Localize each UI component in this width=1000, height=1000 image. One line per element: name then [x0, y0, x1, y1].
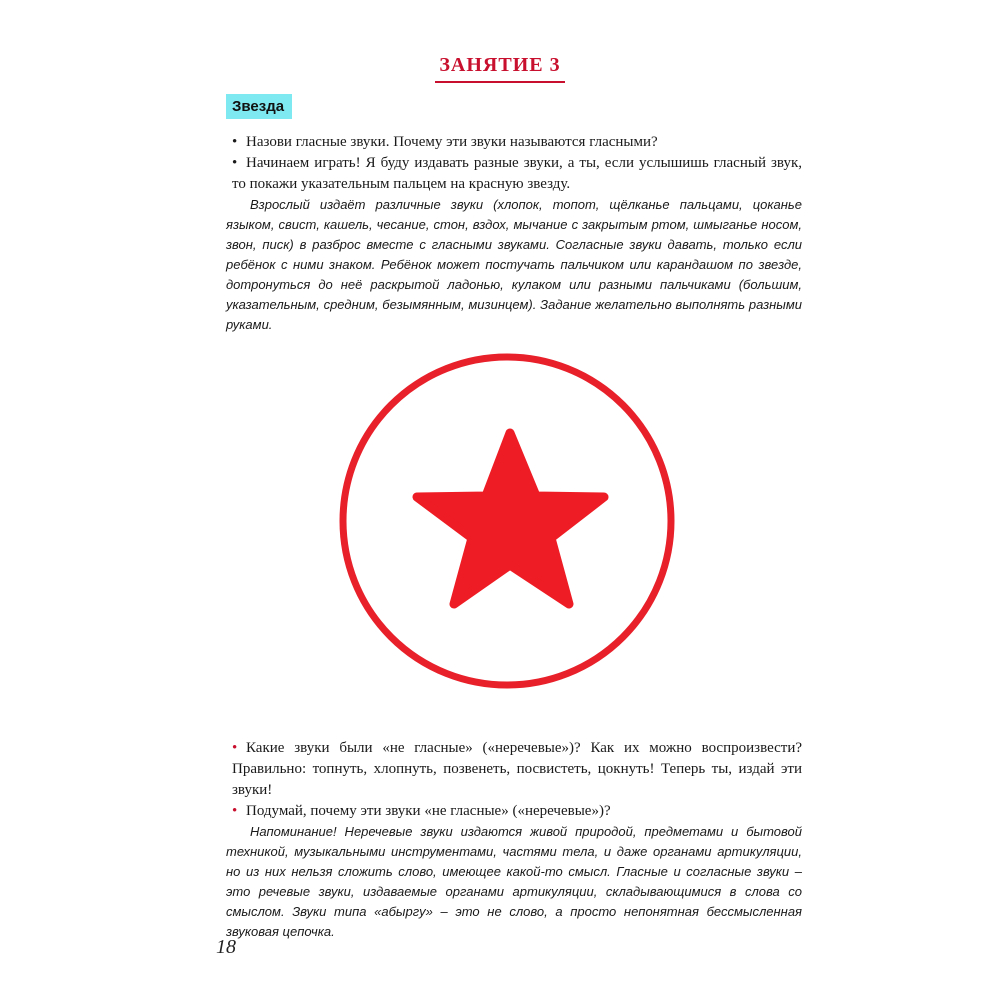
instruction-item — [226, 153, 802, 195]
instructions-bottom — [226, 738, 802, 942]
question-item — [226, 801, 802, 822]
question-item — [226, 738, 802, 801]
section-title-badge: Звезда — [226, 94, 292, 119]
bullet-marker: • — [232, 803, 238, 819]
instruction-text: Назови гласные звуки. Почему эти звуки называются гласными? — [246, 134, 658, 150]
instruction-item — [226, 132, 802, 153]
question-text: Подумай, почему эти звуки «не гласные» («неречевые»)? — [246, 803, 611, 819]
bullet-marker: • — [232, 155, 238, 171]
reminder-note: Напоминание! Неречевые звуки издаются живой природой, предметами и бытовой техникой, музыкальными инструментами, частями тела, и даже органами артикуляции, но из них нельзя сложить слово, имеющее какой-то смысл. Гласные и согласные звуки – это речевые звуки, издаваемые органами артикуляции, складывающимися в слова со смыслом. Звуки типа «абыргу» – это не слово, а просто непонятная бессмысленная звуковая цепочка. — [226, 824, 802, 939]
star-shape — [417, 433, 604, 604]
adult-note: Взрослый издаёт различные звуки (хлопок, топот, щёлканье пальцами, цоканье языком, свист, кашель, чесание, стон, вздох, мычание с закрытым ртом, шмыганье носом, звон, писк) в разброс вместе с гласными звуками. Согласные звуки давать, только если ребёнок с ними знаком. Ребёнок может постучать пальчиком или карандашом по звезде, дотронуться до неё раскрытой ладонью, кулаком или разными пальчиками (большим, указательным, средним, безымянным, мизинцем). Задание желательно выполнять разными руками. — [226, 197, 802, 332]
page-number: 18 — [216, 936, 236, 958]
question-text: Какие звуки были «не гласные» («неречевые»)? Как их можно воспроизвести? Правильно: топнуть, хлопнуть, позвенеть, посвистеть, цокнуть! Теперь ты, издай эти звуки! — [232, 740, 802, 798]
instruction-text: Начинаем играть! Я буду издавать разные звуки, а ты, если услышишь гласный звук, то покажи указательным пальцем на красную звезду. — [232, 155, 802, 192]
lesson-title: ЗАНЯТИЕ 3 — [435, 54, 564, 83]
instructions-top — [226, 132, 802, 335]
bullet-marker: • — [232, 134, 238, 150]
red-star-in-circle-icon — [337, 350, 677, 692]
lesson-title-wrapper — [0, 54, 1000, 83]
bullet-marker: • — [232, 740, 238, 756]
